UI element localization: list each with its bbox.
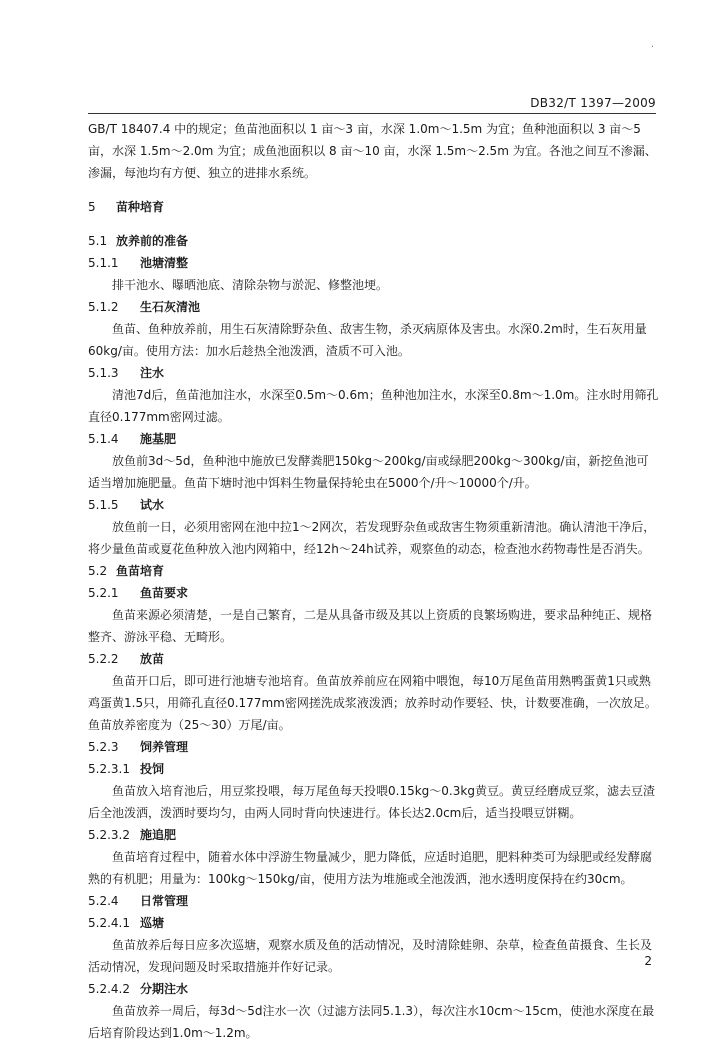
section-5-heading xyxy=(88,196,660,218)
section-5-2-heading xyxy=(88,560,660,582)
section-number: 5.2.3.2 xyxy=(88,828,130,842)
section-number: 5.2.4 xyxy=(88,894,119,908)
section-title: 苗种培育 xyxy=(116,200,165,214)
section-number: 5.2 xyxy=(88,564,108,578)
section-5-2-3-2-body: 鱼苗培育过程中，随着水体中浮游生物量减少，肥力降低，应适时追肥，肥料种类可为绿肥或经发酵腐熟的有机肥；用量为：100kg～150kg/亩，使用方法为堆施或全池泼洒，池水透明度保持在约30cm。 xyxy=(88,850,653,886)
section-5-1-heading xyxy=(88,230,660,252)
section-title: 分期注水 xyxy=(140,982,189,996)
section-number: 5.1.2 xyxy=(88,300,119,314)
document-body xyxy=(88,118,660,1044)
section-5-1-5-heading xyxy=(88,494,660,516)
section-number: 5.2.3.1 xyxy=(88,762,130,776)
section-title: 注水 xyxy=(140,366,165,380)
section-5-2-4-1-heading xyxy=(88,912,660,934)
section-5-2-2-heading xyxy=(88,648,660,670)
section-title: 试水 xyxy=(140,498,165,512)
section-5-1-5-body: 放鱼前一日，必须用密网在池中拉1～2网次，若发现野杂鱼或敌害生物须重新清池。确认清池干净后，将少量鱼苗或夏花鱼种放入池内网箱中，经12h～24h试养，观察鱼的动态，检查池水药物毒性是否消失。 xyxy=(88,520,656,556)
section-number: 5 xyxy=(88,200,96,214)
section-5-1-1-body: 排干池水、曝晒池底、清除杂物与淤泥、修整池埂。 xyxy=(112,278,389,292)
header-rule xyxy=(88,113,656,114)
section-title: 鱼苗培育 xyxy=(116,564,165,578)
page-number: 2 xyxy=(644,954,652,968)
section-5-2-1-heading xyxy=(88,582,660,604)
section-title: 池塘清整 xyxy=(140,256,189,270)
section-number: 5.2.3 xyxy=(88,740,119,754)
section-5-2-2-body: 鱼苗开口后，即可进行池塘专池培育。鱼苗放养前应在网箱中喂饱，每10万尾鱼苗用熟鸭蛋黄1只或熟鸡蛋黄1.5只，用筛孔直径0.177mm密网搓洗成浆液泼洒；放养时动作要轻、快，计数要准确，一次放足。鱼苗放养密度为（25～30）万尾/亩。 xyxy=(88,674,657,732)
section-title: 施基肥 xyxy=(140,432,177,446)
section-5-2-4-heading xyxy=(88,890,660,912)
section-title: 放养前的准备 xyxy=(116,234,189,248)
spacer xyxy=(88,218,660,230)
section-5-2-3-1-body: 鱼苗放入培育池后，用豆浆投喂，每万尾鱼每天投喂0.15kg～0.3kg黄豆。黄豆经磨成豆浆，滤去豆渣后全池泼洒，泼洒时要均匀，由两人同时背向快速进行。体长达2.0cm后，适当投喂豆饼糊。 xyxy=(88,784,655,820)
section-5-1-1-heading xyxy=(88,252,660,274)
section-5-2-4-1-body: 鱼苗放养后每日应多次巡塘，观察水质及鱼的活动情况，及时清除蛙卵、杂草，检查鱼苗摄食、生长及活动情况，发现问题及时采取措施并作好记录。 xyxy=(88,938,653,974)
section-title: 日常管理 xyxy=(140,894,189,908)
section-title: 巡塘 xyxy=(140,916,165,930)
section-number: 5.1 xyxy=(88,234,108,248)
section-title: 饲养管理 xyxy=(140,740,189,754)
section-title: 鱼苗要求 xyxy=(140,586,189,600)
section-5-1-2-heading xyxy=(88,296,660,318)
section-number: 5.2.1 xyxy=(88,586,119,600)
section-5-2-3-2-heading xyxy=(88,824,660,846)
section-title: 放苗 xyxy=(140,652,165,666)
section-number: 5.1.3 xyxy=(88,366,119,380)
section-title: 投饲 xyxy=(140,762,165,776)
section-number: 5.2.2 xyxy=(88,652,119,666)
section-5-1-4-heading xyxy=(88,428,660,450)
spacer xyxy=(88,184,660,196)
section-5-2-4-2-heading xyxy=(88,978,660,1000)
intro-paragraph: GB/T 18407.4 中的规定；鱼苗池面积以 1 亩～3 亩，水深 1.0m～1.5m 为宜；鱼种池面积以 3 亩～5 亩，水深 1.5m～2.0m 为宜；成鱼池面积以 8 亩～10 亩，水深 1.5m～2.5m 为宜。各池之间互不渗漏、渗漏，每池均有方便、独立的进排水系统。 xyxy=(88,122,657,180)
section-number: 5.2.4.2 xyxy=(88,982,130,996)
section-5-2-3-1-heading xyxy=(88,758,660,780)
section-number: 5.1.4 xyxy=(88,432,119,446)
section-5-1-2-body: 鱼苗、鱼种放养前，用生石灰清除野杂鱼、敌害生物，杀灭病原体及害虫。水深0.2m时，生石灰用量60kg/亩。使用方法：加水后趁热全池泼洒，渣质不可入池。 xyxy=(88,322,647,358)
section-number: 5.1.1 xyxy=(88,256,119,270)
section-5-1-4-body: 放鱼前3d～5d，鱼种池中施放已发酵粪肥150kg～200kg/亩或绿肥200kg～300kg/亩，新挖鱼池可适当增加施肥量。鱼苗下塘时池中饵料生物量保持轮虫在5000个/升～10000个/升。 xyxy=(88,454,649,490)
section-5-2-1-body: 鱼苗来源必须清楚，一是自己繁育，二是从具备市级及其以上资质的良繁场购进，要求品种纯正、规格整齐、游泳平稳、无畸形。 xyxy=(88,608,653,644)
section-number: 5.1.5 xyxy=(88,498,119,512)
section-5-2-4-2-body: 鱼苗放养一周后，每3d～5d注水一次（过滤方法同5.1.3），每次注水10cm～15cm，使池水深度在最后培育阶段达到1.0m～1.2m。 xyxy=(88,1004,655,1040)
section-number: 5.2.4.1 xyxy=(88,916,130,930)
section-title: 生石灰清池 xyxy=(140,300,201,314)
standard-code: DB32/T 1397—2009 xyxy=(530,96,656,110)
margin-mark: · xyxy=(650,42,654,53)
section-title: 施追肥 xyxy=(140,828,177,842)
section-5-1-3-heading xyxy=(88,362,660,384)
section-5-1-3-body: 清池7d后，鱼苗池加注水，水深至0.5m～0.6m；鱼种池加注水，水深至0.8m～1.0m。注水时用筛孔直径0.177mm密网过滤。 xyxy=(88,388,659,424)
section-5-2-3-heading xyxy=(88,736,660,758)
